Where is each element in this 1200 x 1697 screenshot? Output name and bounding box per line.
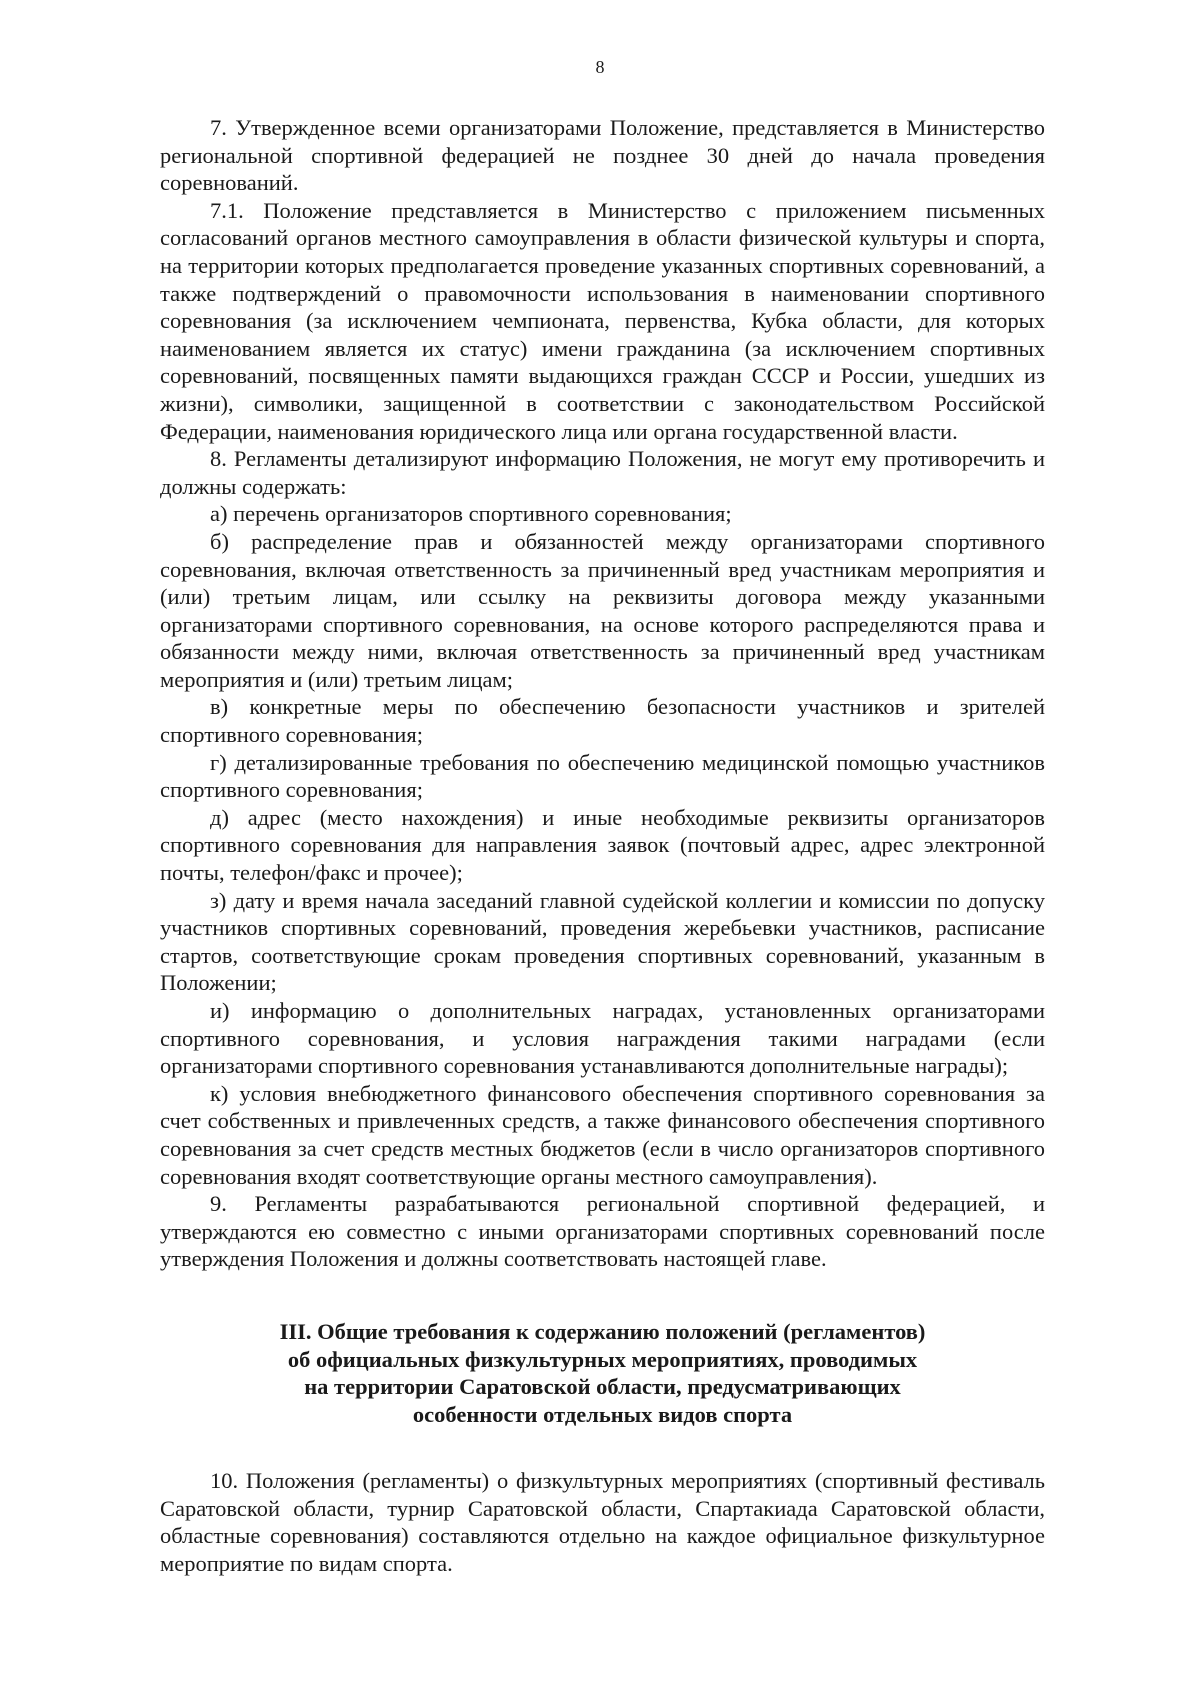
list-item-d: д) адрес (место нахождения) и иные необходимые реквизиты организаторов спортивного соревнования для направления заявок (почтовый адрес, адрес электронной почты, телефон/факс и прочее);: [160, 804, 1045, 886]
list-item-b: б) распределение прав и обязанностей между организаторами спортивного соревнования, включая ответственность за причиненный вред участникам мероприятия и (или) третьим лицам, или ссылку на реквизиты договора между указанными организаторами спортивного соревнования, на основе которого распределяются права и обязанности между ними, включая ответственность за причиненный вред участникам мероприятия и (или) третьим лицам;: [160, 528, 1045, 692]
section-heading-line-2: об официальных физкультурных мероприятиях, проводимых: [287, 1346, 918, 1372]
list-item-k: к) условия внебюджетного финансового обеспечения спортивного соревнования за счет собственных и привлеченных средств, а также финансового обеспечения спортивного соревнования за счет средств местных бюджетов (если в число организаторов спортивного соревнования входят соответствующие органы местного самоуправления).: [160, 1080, 1045, 1189]
section-heading: [160, 1318, 1045, 1428]
paragraph-7: 7. Утвержденное всеми организаторами Положение, представляется в Министерство региональной спортивной федерацией не позднее 30 дней до начала проведения соревнований.: [160, 115, 1045, 196]
body-text: [160, 114, 1045, 1273]
section-heading-line-4: особенности отдельных видов спорта: [412, 1401, 793, 1427]
final-text: [160, 1467, 1045, 1577]
paragraph-9: 9. Регламенты разрабатываются региональной спортивной федерацией, и утверждаются ею совместно с иными организаторами спортивных соревнований после утверждения Положения и должны соответствовать настоящей главе.: [160, 1191, 1045, 1272]
list-item-z: з) дату и время начала заседаний главной судейской коллегии и комиссии по допуску участников спортивных соревнований, проведения жеребьевки участников, расписание стартов, соответствующие срокам проведения спортивных соревнований, указанным в Положении;: [160, 887, 1045, 996]
page-number: 8: [595, 57, 605, 77]
list-item-v: в) конкретные меры по обеспечению безопасности участников и зрителей спортивного соревнования;: [160, 694, 1045, 748]
paragraph-7-1: 7.1. Положение представляется в Министерство с приложением письменных согласований органов местного самоуправления в области физической культуры и спорта, на территории которых предполагается проведение указанных спортивных соревнований, а также подтверждений о правомочности использования в наименовании спортивного соревнования (за исключением чемпионата, первенства, Кубка области, для которых наименованием является их статус) имени гражданина (за исключением спортивных соревнований, посвященных памяти выдающихся граждан СССР и России, ушедших из жизни), символики, защищенной в соответствии с законодательством Российской Федерации, наименования юридического лица или органа государственной власти.: [160, 197, 1045, 444]
section-heading-line-1: III. Общие требования к содержанию положений (регламентов): [279, 1319, 926, 1344]
paragraph-8: 8. Регламенты детализируют информацию Положения, не могут ему противоречить и должны содержать:: [160, 446, 1045, 499]
section-heading-line-3: на территории Саратовской области, предусматривающих: [304, 1374, 901, 1399]
list-item-g: г) детализированные требования по обеспечению медицинской помощью участников спортивного соревнования;: [160, 749, 1045, 803]
list-item-i: и) информацию о дополнительных наградах, установленных организаторами спортивного соревнования, и условия награждения такими наградами (если организаторами спортивного соревнования устанавливаются дополнительные награды);: [160, 998, 1045, 1079]
paragraph-10: 10. Положения (регламенты) о физкультурных мероприятиях (спортивный фестиваль Саратовской области, турнир Саратовской области, Спартакиада Саратовской области, областные соревнования) составляются отдельно на каждое официальное физкультурное мероприятие по видам спорта.: [160, 1468, 1045, 1576]
list-item-a: а) перечень организаторов спортивного соревнования;: [210, 501, 732, 527]
